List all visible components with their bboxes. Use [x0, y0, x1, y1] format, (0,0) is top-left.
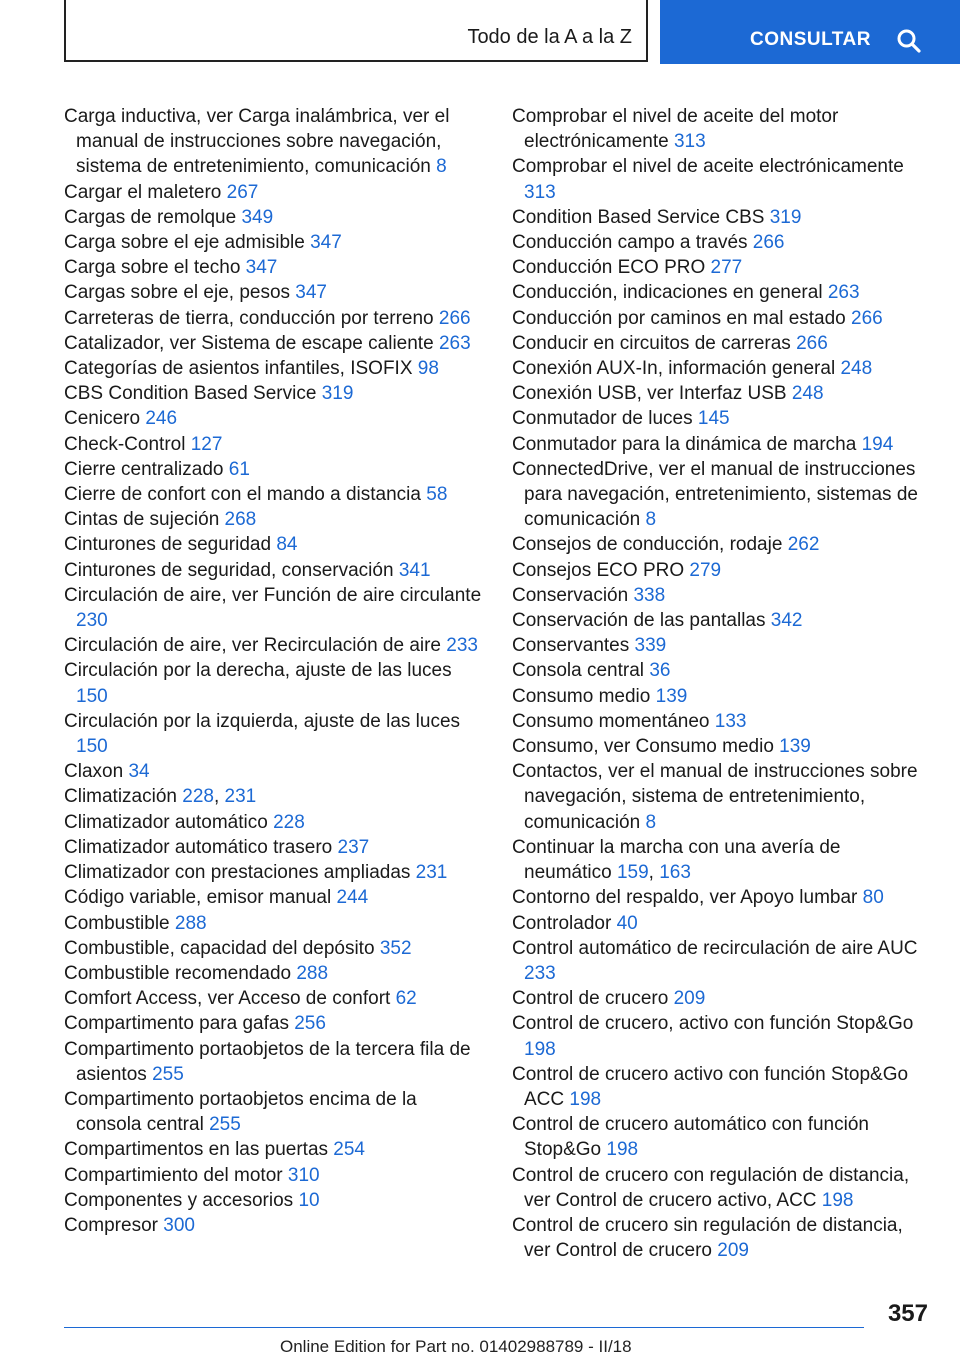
index-entry [64, 558, 484, 583]
page-link[interactable]: 198 [606, 1139, 639, 1161]
index-entry [64, 860, 484, 885]
index-entry [64, 633, 484, 658]
entry-term: Conducción, indicaciones en general [512, 282, 823, 304]
page-link[interactable]: 255 [209, 1114, 241, 1136]
entry-term: Control de crucero sin regulación de distancia, ver Control de crucero [512, 1214, 903, 1262]
page-link[interactable]: 8 [645, 509, 657, 531]
index-entry [512, 381, 932, 406]
index-entry [512, 532, 932, 557]
page-link[interactable]: 150 [76, 736, 108, 758]
index-entry [512, 658, 932, 683]
entry-term: Consejos de conducción, rodaje [512, 534, 783, 556]
index-entry [64, 532, 484, 557]
index-entry [64, 180, 484, 205]
entry-term: Catalizador, ver Sistema de escape caliente [64, 332, 434, 354]
entry-term: Compartimentos en las puertas [64, 1139, 329, 1161]
page-link[interactable]: 233 [446, 635, 478, 657]
page-link[interactable]: 10 [298, 1189, 320, 1211]
entry-term: Climatizador con prestaciones ampliadas [64, 862, 411, 884]
index-entry [64, 507, 484, 532]
page-link[interactable]: 139 [655, 685, 688, 707]
index-entry [64, 280, 484, 305]
entry-term: Conmutador de luces [512, 408, 693, 430]
page-link[interactable]: 198 [569, 1088, 602, 1110]
entry-term: Comprobar el nivel de aceite del motor electrónicamente [512, 106, 839, 153]
page-link[interactable]: 62 [395, 988, 417, 1010]
page-link[interactable]: 163 [659, 862, 691, 884]
page-link[interactable]: 268 [224, 509, 257, 531]
index-entry [64, 406, 484, 431]
page-link[interactable]: 341 [398, 559, 431, 581]
entry-term: Combustible [64, 912, 170, 934]
page-link[interactable]: 256 [294, 1013, 326, 1035]
page-link[interactable]: 127 [190, 433, 223, 455]
entry-term: Conservantes [512, 635, 630, 657]
page-link[interactable]: 84 [276, 534, 298, 556]
index-entry [64, 432, 484, 457]
page-link[interactable]: 262 [787, 534, 820, 556]
page-link[interactable]: 150 [76, 685, 108, 707]
index-entry [64, 1213, 484, 1238]
page-link[interactable]: 133 [714, 710, 747, 732]
page-link[interactable]: 319 [321, 383, 354, 405]
page-link[interactable]: 248 [791, 383, 824, 405]
page-link[interactable]: 139 [779, 736, 811, 758]
entry-term: Conducción por caminos en mal estado [512, 307, 846, 329]
page-link[interactable]: 8 [436, 156, 447, 178]
page-link[interactable]: 339 [634, 635, 667, 657]
entry-term: Combustible recomendado [64, 962, 292, 984]
page-link[interactable]: 277 [710, 257, 743, 279]
page-link[interactable]: 159 [616, 862, 649, 884]
index-entry [512, 911, 932, 936]
index-entry [64, 104, 484, 180]
consult-label: CONSULTAR [750, 29, 871, 50]
page-link[interactable]: 279 [689, 559, 722, 581]
index-entry [512, 558, 932, 583]
index-entry [64, 255, 484, 280]
entry-term: Control de crucero con regulación de distancia, ver Control de crucero activo, ACC [512, 1164, 910, 1211]
entry-term: Conservación [512, 584, 629, 606]
index-entry [64, 230, 484, 255]
entry-term: Compresor [64, 1214, 158, 1236]
page-link[interactable]: 244 [336, 887, 369, 909]
page-link[interactable]: 246 [145, 408, 178, 430]
entry-term: Consumo momentáneo [512, 710, 710, 732]
page-link[interactable]: 267 [226, 181, 259, 203]
index-entry [512, 885, 932, 910]
index-entry [64, 835, 484, 860]
header-tab[interactable] [64, 0, 648, 62]
entry-term: Control de crucero, activo con función Stop&Go [512, 1013, 914, 1035]
index-entry [64, 936, 484, 961]
page-link[interactable]: 231 [224, 786, 257, 808]
index-entry [512, 432, 932, 457]
entry-term: Consola central [512, 660, 645, 682]
footer-divider [64, 1327, 864, 1328]
entry-term: Cinturones de seguridad [64, 534, 272, 556]
entry-term: CBS Condition Based Service [64, 383, 317, 405]
index-entry [64, 1137, 484, 1162]
page-link[interactable]: 319 [769, 206, 802, 228]
index-column-left [64, 104, 484, 1238]
entry-term: Código variable, emisor manual [64, 887, 332, 909]
page-link[interactable]: 145 [697, 408, 730, 430]
entry-term: Comprobar el nivel de aceite electrónicamente [512, 156, 904, 178]
page-link[interactable]: 248 [840, 358, 873, 380]
entry-term: Conservación de las pantallas [512, 610, 766, 632]
entry-term: Consejos ECO PRO [512, 559, 685, 581]
index-entry [64, 583, 484, 633]
index-entry [512, 457, 932, 533]
entry-term: Carga sobre el techo [64, 257, 241, 279]
entry-term: ConnectedDrive, ver el manual de instrucciones para navegación, entretenimiento, sistemas de comunicación [512, 458, 918, 531]
page-link[interactable]: 347 [245, 257, 278, 279]
entry-term: Cargar el maletero [64, 181, 222, 203]
index-entry [512, 154, 932, 204]
index-entry [512, 734, 932, 759]
entry-term: Control de crucero [512, 988, 669, 1010]
page-link[interactable]: 347 [295, 282, 327, 304]
index-entry [512, 1112, 932, 1162]
page-link[interactable]: 266 [752, 232, 785, 254]
entry-term: Conducción campo a través [512, 232, 748, 254]
page-link[interactable]: 266 [851, 307, 883, 329]
index-entry [512, 1062, 932, 1112]
index-entry [512, 936, 932, 986]
page-link[interactable]: 233 [524, 962, 556, 984]
index-entry [512, 759, 932, 835]
index-entry: Continuar la marcha con una avería de neumático 159, 163 [512, 836, 841, 884]
entry-term: Categorías de asientos infantiles, ISOFIX [64, 358, 413, 380]
section-title: Todo de la A a la Z [467, 26, 632, 48]
edition-note: Online Edition for Part no. 01402988789 - II/18 [280, 1337, 632, 1356]
index-entry [512, 331, 932, 356]
entry-term: Cargas de remolque [64, 206, 237, 228]
entry-term: Contactos, ver el manual de instrucciones sobre navegación, sistema de entretenimiento, comunicación [512, 761, 918, 833]
page-link[interactable]: 263 [438, 332, 471, 354]
page-link[interactable]: 209 [717, 1240, 749, 1262]
page-link[interactable]: 231 [415, 862, 448, 884]
entry-term: Circulación de aire, ver Recirculación de aire [64, 635, 442, 657]
entry-term: Check-Control [64, 433, 186, 455]
entry-term: Carreteras de tierra, conducción por terreno [64, 307, 434, 329]
entry-term: Conmutador para la dinámica de marcha [512, 433, 857, 455]
page-link[interactable]: 36 [649, 660, 671, 682]
page-link[interactable]: 338 [633, 584, 666, 606]
index-entry [512, 709, 932, 734]
index-entry [512, 280, 932, 305]
page-link[interactable]: 313 [524, 181, 556, 203]
index-entry [64, 911, 484, 936]
entry-term: Circulación de aire, ver Función de aire circulante [64, 584, 482, 606]
index-entry [64, 457, 484, 482]
index-entry [64, 1163, 484, 1188]
page-link[interactable]: 254 [333, 1139, 365, 1161]
search-icon [896, 28, 922, 54]
page-link[interactable]: 266 [438, 307, 471, 329]
index-entry [512, 1213, 932, 1263]
index-entry [512, 986, 932, 1011]
entry-term: Climatizador automático trasero [64, 836, 333, 858]
index-entry [512, 406, 932, 431]
consult-button[interactable] [660, 0, 960, 64]
entry-term: Continuar la marcha con una avería de neumático [512, 836, 841, 884]
page-number: 357 [887, 1300, 928, 1327]
entry-term: Control automático de recirculación de aire AUC [512, 937, 918, 959]
entry-term: Carga sobre el eje admisible [64, 232, 305, 254]
entry-term: Compartimento portaobjetos encima de la consola central [64, 1088, 417, 1136]
entry-term: Cintas de sujeción [64, 509, 220, 531]
page-link[interactable]: 98 [417, 358, 439, 380]
entry-term: Circulación por la derecha, ajuste de las luces [64, 660, 452, 682]
page-link[interactable]: 263 [827, 282, 860, 304]
entry-term: Cinturones de seguridad, conservación [64, 559, 394, 581]
entry-term: Comfort Access, ver Acceso de confort [64, 988, 391, 1010]
page-link[interactable]: 40 [616, 912, 638, 934]
entry-term: Conexión AUX-In, información general [512, 358, 836, 380]
entry-term: Cenicero [64, 408, 141, 430]
page-link[interactable]: 58 [426, 484, 448, 506]
index-entry [64, 1087, 484, 1137]
index-entry [64, 205, 484, 230]
entry-term: Contorno del respaldo, ver Apoyo lumbar [512, 887, 858, 909]
index-entry [512, 356, 932, 381]
page-link[interactable]: 288 [296, 962, 329, 984]
page-link[interactable]: 310 [287, 1164, 320, 1186]
page-link[interactable]: 352 [379, 937, 412, 959]
index-entry [64, 1037, 484, 1087]
entry-term: Control de crucero activo con función Stop&Go ACC [512, 1063, 909, 1110]
entry-term: Claxon [64, 761, 124, 783]
page-link[interactable]: 288 [174, 912, 207, 934]
index-entry [512, 684, 932, 709]
index-entry [64, 709, 484, 759]
index-entry [512, 1011, 932, 1061]
entry-term: Consumo medio [512, 685, 651, 707]
index-entry [64, 331, 484, 356]
page-link[interactable]: 228 [273, 811, 305, 833]
index-entry [512, 104, 932, 154]
entry-term: Cierre centralizado [64, 458, 224, 480]
page-link[interactable]: 237 [337, 836, 370, 858]
index-entry: Climatización 228, 231 [64, 786, 257, 808]
index-entry [64, 759, 484, 784]
index-entry [64, 356, 484, 381]
page-link[interactable]: 194 [861, 433, 894, 455]
page-link[interactable]: 34 [128, 761, 150, 783]
entry-term: Cierre de confort con el mando a distancia [64, 484, 421, 506]
index-entry [512, 306, 932, 331]
index-entry [512, 633, 932, 658]
page-link[interactable]: 209 [673, 988, 706, 1010]
index-entry [512, 583, 932, 608]
entry-term: Conducir en circuitos de carreras [512, 332, 791, 354]
index-column-right [512, 104, 932, 1263]
page-link[interactable]: 347 [310, 232, 342, 254]
page-link[interactable]: 313 [673, 131, 706, 153]
entry-term: Circulación por la izquierda, ajuste de las luces [64, 710, 461, 732]
index-entry [64, 986, 484, 1011]
page-link[interactable]: 300 [163, 1214, 195, 1236]
entry-term: Compartimiento del motor [64, 1164, 283, 1186]
index-entry [512, 608, 932, 633]
entry-term: Climatización [64, 786, 177, 808]
index-entry [64, 381, 484, 406]
entry-term: Combustible, capacidad del depósito [64, 937, 375, 959]
page-link[interactable]: 255 [152, 1063, 184, 1085]
entry-term: Climatizador automático [64, 811, 268, 833]
index-entry [512, 255, 932, 280]
index-entry [512, 205, 932, 230]
page-link[interactable]: 230 [76, 610, 108, 632]
index-entry [64, 961, 484, 986]
entry-term: Controlador [512, 912, 612, 934]
index-entry [64, 1188, 484, 1213]
page-link[interactable]: 342 [770, 610, 803, 632]
page-link[interactable]: 228 [182, 786, 214, 808]
entry-term: Conducción ECO PRO [512, 257, 706, 279]
page-link[interactable]: 198 [524, 1038, 556, 1060]
index-entry [64, 658, 484, 708]
entry-term: Compartimento portaobjetos de la tercera fila de asientos [64, 1038, 471, 1085]
index-entry [64, 810, 484, 835]
page-link[interactable]: 8 [645, 811, 657, 833]
entry-term: Consumo, ver Consumo medio [512, 736, 774, 758]
entry-term: Condition Based Service CBS [512, 206, 765, 228]
entry-term: Cargas sobre el eje, pesos [64, 282, 291, 304]
index-entry [64, 885, 484, 910]
index-entry [64, 482, 484, 507]
entry-term: Control de crucero automático con función Stop&Go [512, 1114, 869, 1161]
index-entry [64, 1011, 484, 1036]
index-entry [512, 230, 932, 255]
entry-term: Conexión USB, ver Interfaz USB [512, 383, 787, 405]
page-link[interactable]: 80 [862, 887, 884, 909]
page-link[interactable]: 266 [796, 332, 828, 354]
entry-term: Compartimento para gafas [64, 1013, 289, 1035]
page-link[interactable]: 349 [241, 206, 274, 228]
entry-term: Carga inductiva, ver Carga inalámbrica, ver el manual de instrucciones sobre navegación, sistema de entretenimiento, comunicación [64, 106, 450, 178]
page-link[interactable]: 198 [821, 1189, 854, 1211]
index-entry [64, 306, 484, 331]
entry-term: Componentes y accesorios [64, 1189, 294, 1211]
index-entry [512, 1163, 932, 1213]
page-link[interactable]: 61 [228, 458, 250, 480]
